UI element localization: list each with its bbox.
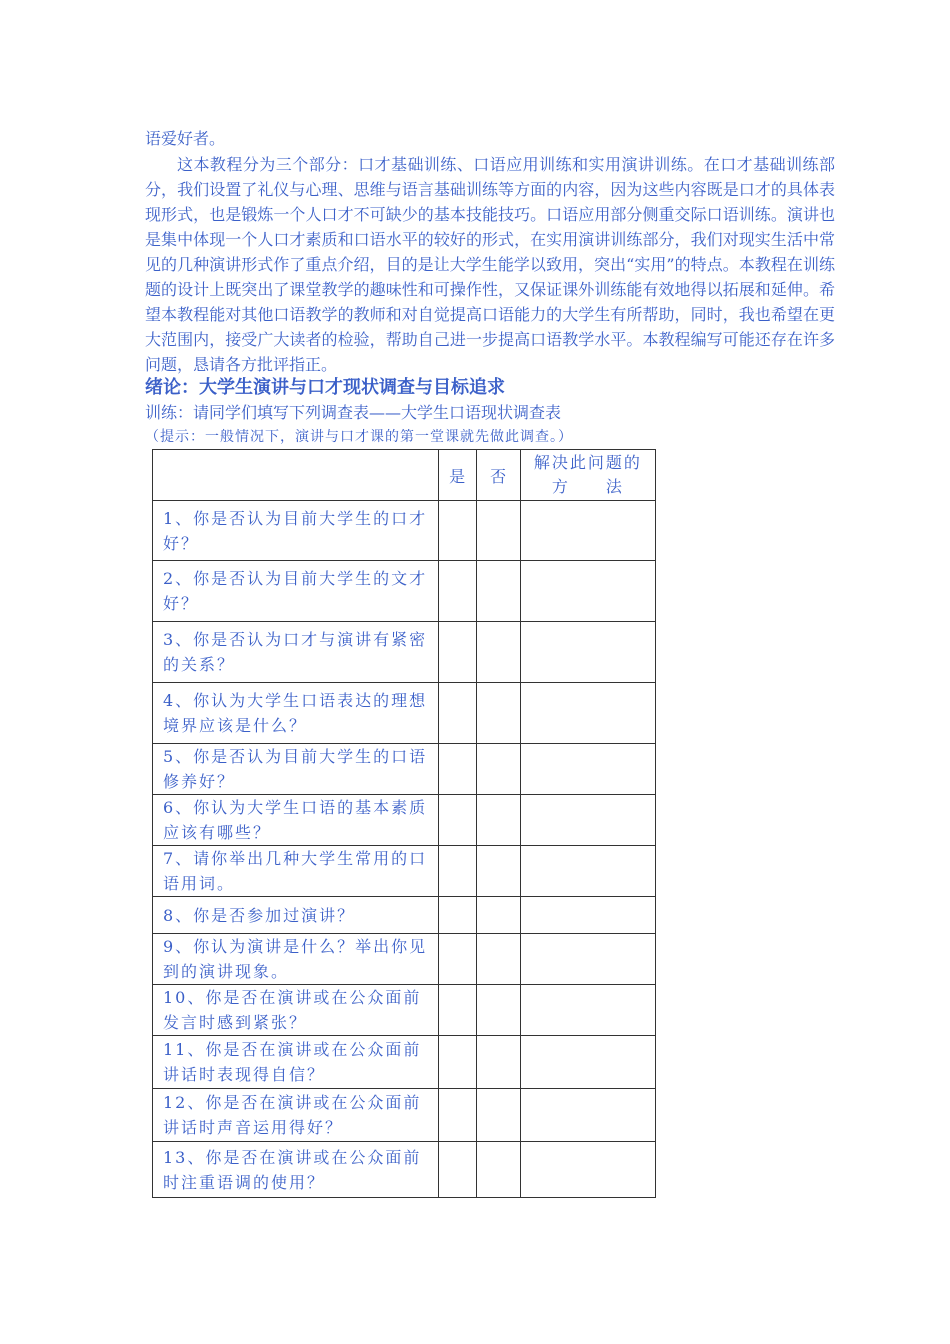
no-cell[interactable] bbox=[476, 1089, 520, 1142]
no-cell[interactable] bbox=[476, 897, 520, 934]
header-no: 否 bbox=[476, 450, 520, 501]
yes-cell[interactable] bbox=[438, 1142, 476, 1198]
header-question bbox=[153, 450, 439, 501]
table-row bbox=[153, 897, 656, 934]
no-cell[interactable] bbox=[476, 561, 520, 622]
method-cell[interactable] bbox=[520, 683, 655, 744]
yes-cell[interactable] bbox=[438, 744, 476, 795]
no-cell[interactable] bbox=[476, 846, 520, 897]
yes-cell[interactable] bbox=[438, 985, 476, 1036]
question-cell: 5、你是否认为目前大学生的口语修养好？ bbox=[153, 744, 439, 795]
question-cell: 6、你认为大学生口语的基本素质应该有哪些？ bbox=[153, 795, 439, 846]
question-cell: 11、你是否在演讲或在公众面前讲话时表现得自信？ bbox=[153, 1036, 439, 1089]
table-row bbox=[153, 934, 656, 985]
method-cell[interactable] bbox=[520, 846, 655, 897]
table-row bbox=[153, 622, 656, 683]
table-row bbox=[153, 985, 656, 1036]
table-row bbox=[153, 683, 656, 744]
method-cell[interactable] bbox=[520, 561, 655, 622]
method-cell[interactable] bbox=[520, 795, 655, 846]
no-cell[interactable] bbox=[476, 795, 520, 846]
question-cell: 3、你是否认为口才与演讲有紧密的关系？ bbox=[153, 622, 439, 683]
yes-cell[interactable] bbox=[438, 795, 476, 846]
intro-continuation: 语爱好者。 bbox=[145, 129, 226, 148]
table-row bbox=[153, 561, 656, 622]
no-cell[interactable] bbox=[476, 985, 520, 1036]
table-row bbox=[153, 501, 656, 561]
section-heading: 绪论：大学生演讲与口才现状调查与目标追求 bbox=[145, 377, 505, 398]
method-cell[interactable] bbox=[520, 1089, 655, 1142]
table-row bbox=[153, 1142, 656, 1198]
table-row bbox=[153, 846, 656, 897]
question-cell: 2、你是否认为目前大学生的文才好？ bbox=[153, 561, 439, 622]
header-yes: 是 bbox=[438, 450, 476, 501]
method-cell[interactable] bbox=[520, 622, 655, 683]
yes-cell[interactable] bbox=[438, 561, 476, 622]
table-row bbox=[153, 795, 656, 846]
no-cell[interactable] bbox=[476, 744, 520, 795]
no-cell[interactable] bbox=[476, 501, 520, 561]
hint-note: （提示：一般情况下，演讲与口才课的第一堂课就先做此调查。） bbox=[145, 429, 573, 445]
question-cell: 9、你认为演讲是什么？举出你见到的演讲现象。 bbox=[153, 934, 439, 985]
yes-cell[interactable] bbox=[438, 934, 476, 985]
yes-cell[interactable] bbox=[438, 501, 476, 561]
header-method bbox=[520, 450, 655, 501]
no-cell[interactable] bbox=[476, 1036, 520, 1089]
survey-table bbox=[152, 449, 656, 1198]
table-row bbox=[153, 1089, 656, 1142]
question-cell: 1、你是否认为目前大学生的口才好？ bbox=[153, 501, 439, 561]
header-method-line2: 方 法 bbox=[551, 477, 624, 496]
header-method-line1: 解决此问题的 bbox=[533, 453, 642, 472]
question-cell: 12、你是否在演讲或在公众面前讲话时声音运用得好？ bbox=[153, 1089, 439, 1142]
yes-cell[interactable] bbox=[438, 897, 476, 934]
yes-cell[interactable] bbox=[438, 1036, 476, 1089]
training-instruction: 训练：请同学们填写下列调查表——大学生口语现状调查表 bbox=[145, 403, 562, 422]
table-row bbox=[153, 744, 656, 795]
question-cell: 8、你是否参加过演讲？ bbox=[153, 897, 439, 934]
no-cell[interactable] bbox=[476, 622, 520, 683]
method-cell[interactable] bbox=[520, 1036, 655, 1089]
method-cell[interactable] bbox=[520, 985, 655, 1036]
question-cell: 13、你是否在演讲或在公众面前时注重语调的使用？ bbox=[153, 1142, 439, 1198]
method-cell[interactable] bbox=[520, 934, 655, 985]
yes-cell[interactable] bbox=[438, 683, 476, 744]
question-cell: 4、你认为大学生口语表达的理想境界应该是什么？ bbox=[153, 683, 439, 744]
question-cell: 10、你是否在演讲或在公众面前发言时感到紧张？ bbox=[153, 985, 439, 1036]
method-cell[interactable] bbox=[520, 1142, 655, 1198]
intro-paragraph: 这本教程分为三个部分：口才基础训练、口语应用训练和实用演讲训练。在口才基础训练部分，我们设置了礼仪与心理、思维与语言基础训练等方面的内容，因为这些内容既是口才的具体表现形式，也是锻炼一个人口才不可缺少的基本技能技巧。口语应用部分侧重交际口语训练。演讲也是集中体现一个人口才素质和口语水平的较好的形式，在实用演讲训练部分，我们对现实生活中常见的几种演讲形式作了重点介绍，目的是让大学生能学以致用，突出“实用”的特点。本教程在训练题的设计上既突出了课堂教学的趣味性和可操作性，又保证课外训练能有效地得以拓展和延伸。希望本教程能对其他口语教学的教师和对自觉提高口语能力的大学生有所帮助，同时，我也希望在更大范围内，接受广大读者的检验，帮助自己进一步提高口语教学水平。本教程编写可能还存在许多问题，恳请各方批评指正。 bbox=[145, 155, 835, 374]
method-cell[interactable] bbox=[520, 744, 655, 795]
method-cell[interactable] bbox=[520, 897, 655, 934]
method-cell[interactable] bbox=[520, 501, 655, 561]
yes-cell[interactable] bbox=[438, 1089, 476, 1142]
yes-cell[interactable] bbox=[438, 846, 476, 897]
yes-cell[interactable] bbox=[438, 622, 476, 683]
no-cell[interactable] bbox=[476, 1142, 520, 1198]
no-cell[interactable] bbox=[476, 934, 520, 985]
table-row bbox=[153, 1036, 656, 1089]
no-cell[interactable] bbox=[476, 683, 520, 744]
question-cell: 7、请你举出几种大学生常用的口语用词。 bbox=[153, 846, 439, 897]
table-header-row bbox=[153, 450, 656, 501]
